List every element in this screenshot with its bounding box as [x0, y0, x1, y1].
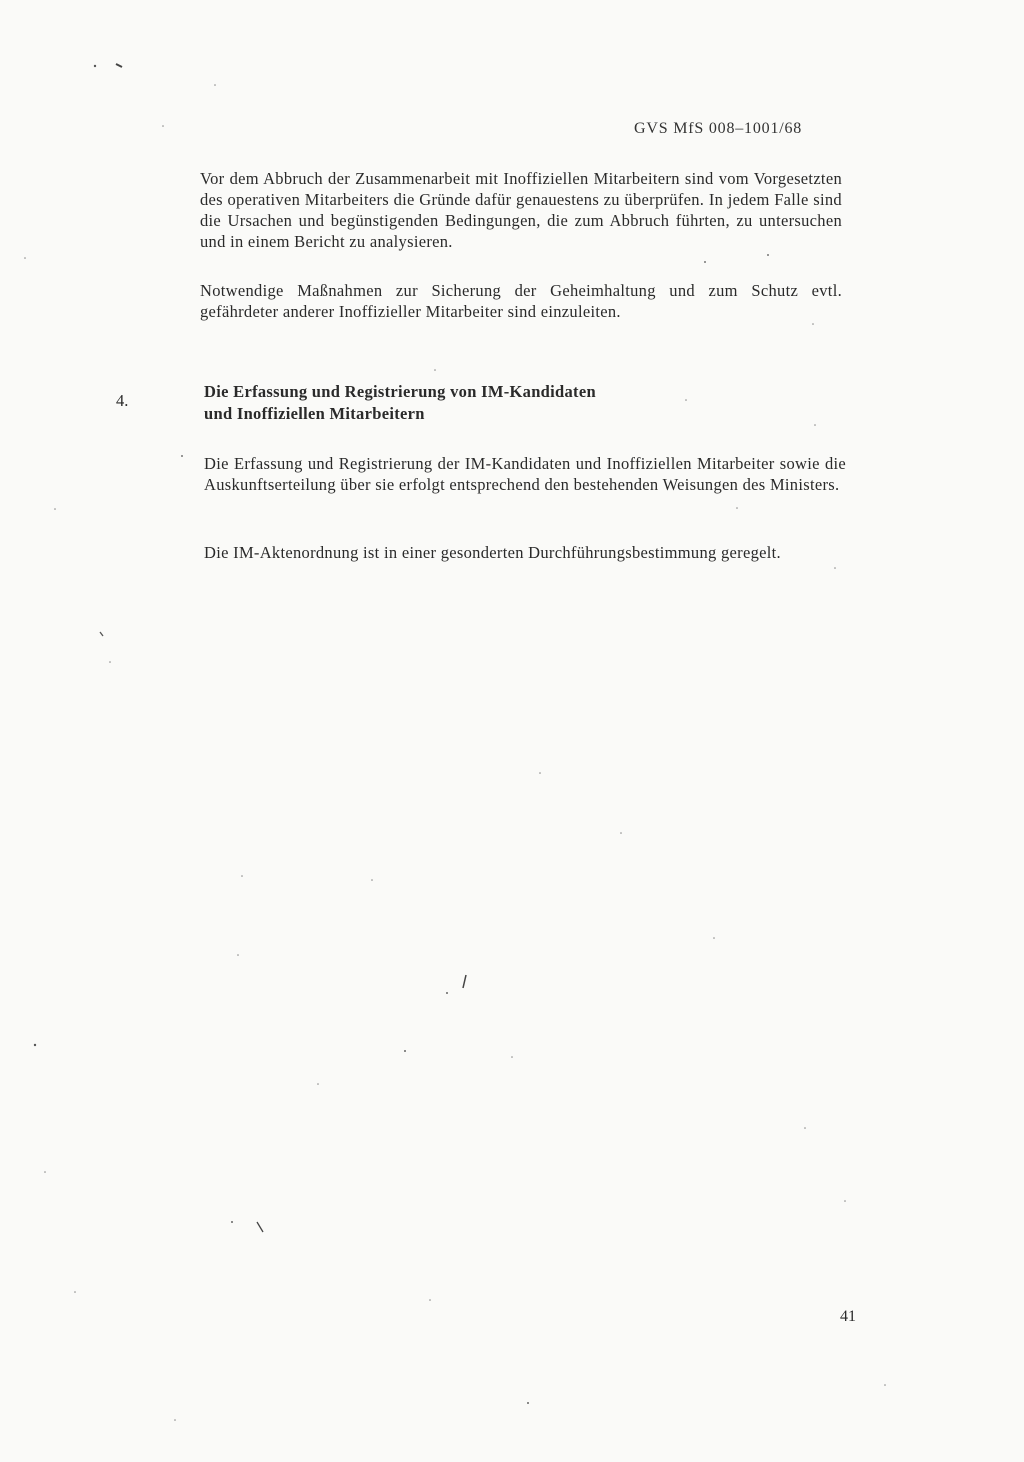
- page-number: 41: [840, 1308, 856, 1325]
- section-number: 4.: [116, 391, 129, 410]
- section-heading-line-1: Die Erfassung und Registrierung von IM-Kandidaten: [204, 382, 596, 401]
- paragraph-abbruch: Vor dem Abbruch der Zusammenarbeit mit Inoffiziellen Mitarbeitern sind vom Vorgesetzten des operativen Mitarbeiters die Gründe dafür genauestens zu überprüfen. In jedem Falle sind die Ursachen und begünstigenden Bedingungen, die zum Abbruch führten, zu untersuchen und in einem Bericht zu analysieren.: [200, 169, 842, 251]
- document-reference: GVS MfS 008–1001/68: [634, 120, 803, 137]
- section-heading-line-2: und Inoffiziellen Mitarbeitern: [204, 404, 425, 423]
- paragraph-erfassung: Die Erfassung und Registrierung der IM-Kandidaten und Inoffiziellen Mitarbeiter sowie die Auskunftserteilung über sie erfolgt entsprechend den bestehenden Weisungen des Ministers.: [204, 454, 846, 494]
- section-heading: [204, 381, 664, 425]
- paragraph-aktenordnung: Die IM-Aktenordnung ist in einer gesonderten Durchführungsbestimmung geregelt.: [204, 543, 781, 562]
- paragraph-geheimhaltung: Notwendige Maßnahmen zur Sicherung der Geheimhaltung und zum Schutz evtl. gefährdeter anderer Inoffizieller Mitarbeiter sind einzuleiten.: [200, 281, 842, 321]
